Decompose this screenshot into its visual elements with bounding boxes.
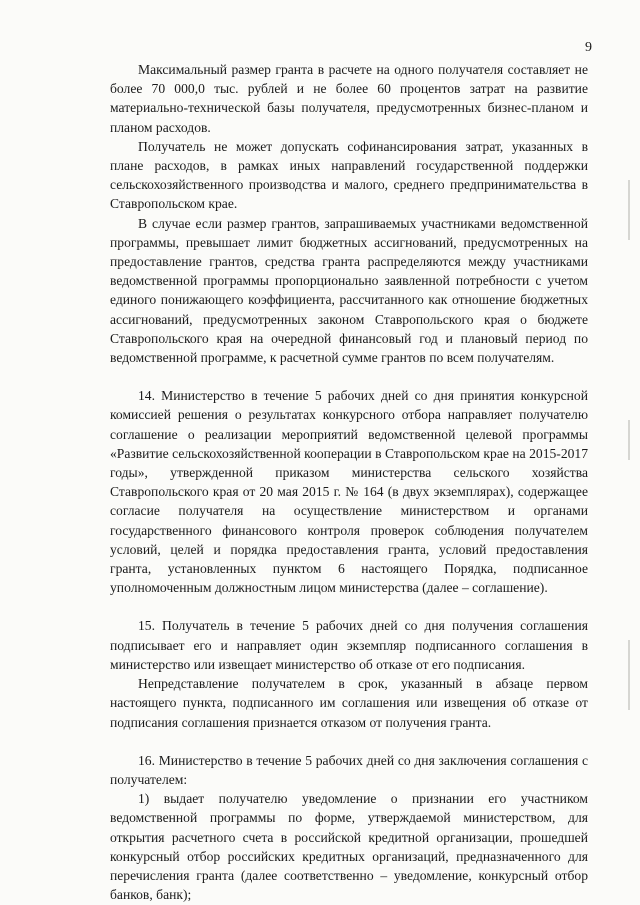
paragraph-item-14: 14. Министерство в течение 5 рабочих дней со дня принятия конкурсной комиссией решения о результатах конкурсного отбора направляет получателю соглашение о реализации мероприятий ведомственной целевой программы «Развитие сельскохозяйственной кооперации в Ставропольском крае на 2015-2017 годы», утвержденной приказом министерства сельского хозяйства Ставропольского края от 20 мая 2015 г. № 164 (в двух экземплярах), содержащее согласие получателя на осуществление министерством и органами государственного финансового контроля проверок соблюдения получателем условий, целей и порядка предоставления гранта, условий предоставления гранта, установленных пунктом 6 настоящего Порядка, подписанное уполномоченным должностным лицом министерства (далее – соглашение). xyxy=(110,388,588,596)
paragraph-item-16-1: 1) выдает получателю уведомление о признании его участником ведомственной программы по форме, утверждаемой министерством, для открытия расчетного счета в российской кредитной организации, прошедшей конкурсный отбор российских кредитных организаций, предназначенного для перечисления гранта (далее соответственно – уведомление, конкурсный отбор банков, банк); xyxy=(110,791,588,903)
scan-artifact xyxy=(628,420,630,460)
paragraph-max-grant: Максимальный размер гранта в расчете на одного получателя составляет не более 70 000,0 тыс. рублей и не более 60 процентов затрат на развитие материально-технической базы получателя, предусмотренных бизнес-планом и планом расходов. xyxy=(110,62,588,135)
scan-artifact xyxy=(628,640,630,710)
document-body xyxy=(110,60,588,904)
scan-artifact xyxy=(628,180,630,240)
paragraph-no-cofinancing: Получатель не может допускать софинансирования затрат, указанных в плане расходов, в рамках иных направлений государственной поддержки сельскохозяйственного производства и малого, среднего предпринимательства в Ставропольском крае. xyxy=(110,138,588,212)
paragraph-item-16: 16. Министерство в течение 5 рабочих дней со дня заключения соглашения с получателем: xyxy=(110,752,588,787)
paragraph-grant-limit: В случае если размер грантов, запрашиваемых участниками ведомственной программы, превышает лимит бюджетных ассигнований, предусмотренных на предоставление грантов, средства гранта распределяются между участниками ведомственной программы пропорционально заявленной потребности с учетом единого понижающего коэффициента, рассчитанного как отношение бюджетных ассигнований, предусмотренных законом Ставропольского края о бюджете Ставропольского края на очередной финансовый год и плановый период по ведомственной программе, к расчетной сумме грантов по всем получателям. xyxy=(110,215,588,366)
paragraph-item-15-refusal: Непредставление получателем в срок, указанный в абзаце первом настоящего пункта, подписанного им соглашения или извещения об отказе от подписания соглашения признается отказом от получения гранта. xyxy=(110,676,588,730)
paragraph-item-15: 15. Получатель в течение 5 рабочих дней со дня получения соглашения подписывает его и направляет один экземпляр подписанного соглашения в министерство или извещает министерство об отказе от его подписания. xyxy=(110,618,588,672)
page-number: 9 xyxy=(585,40,592,55)
